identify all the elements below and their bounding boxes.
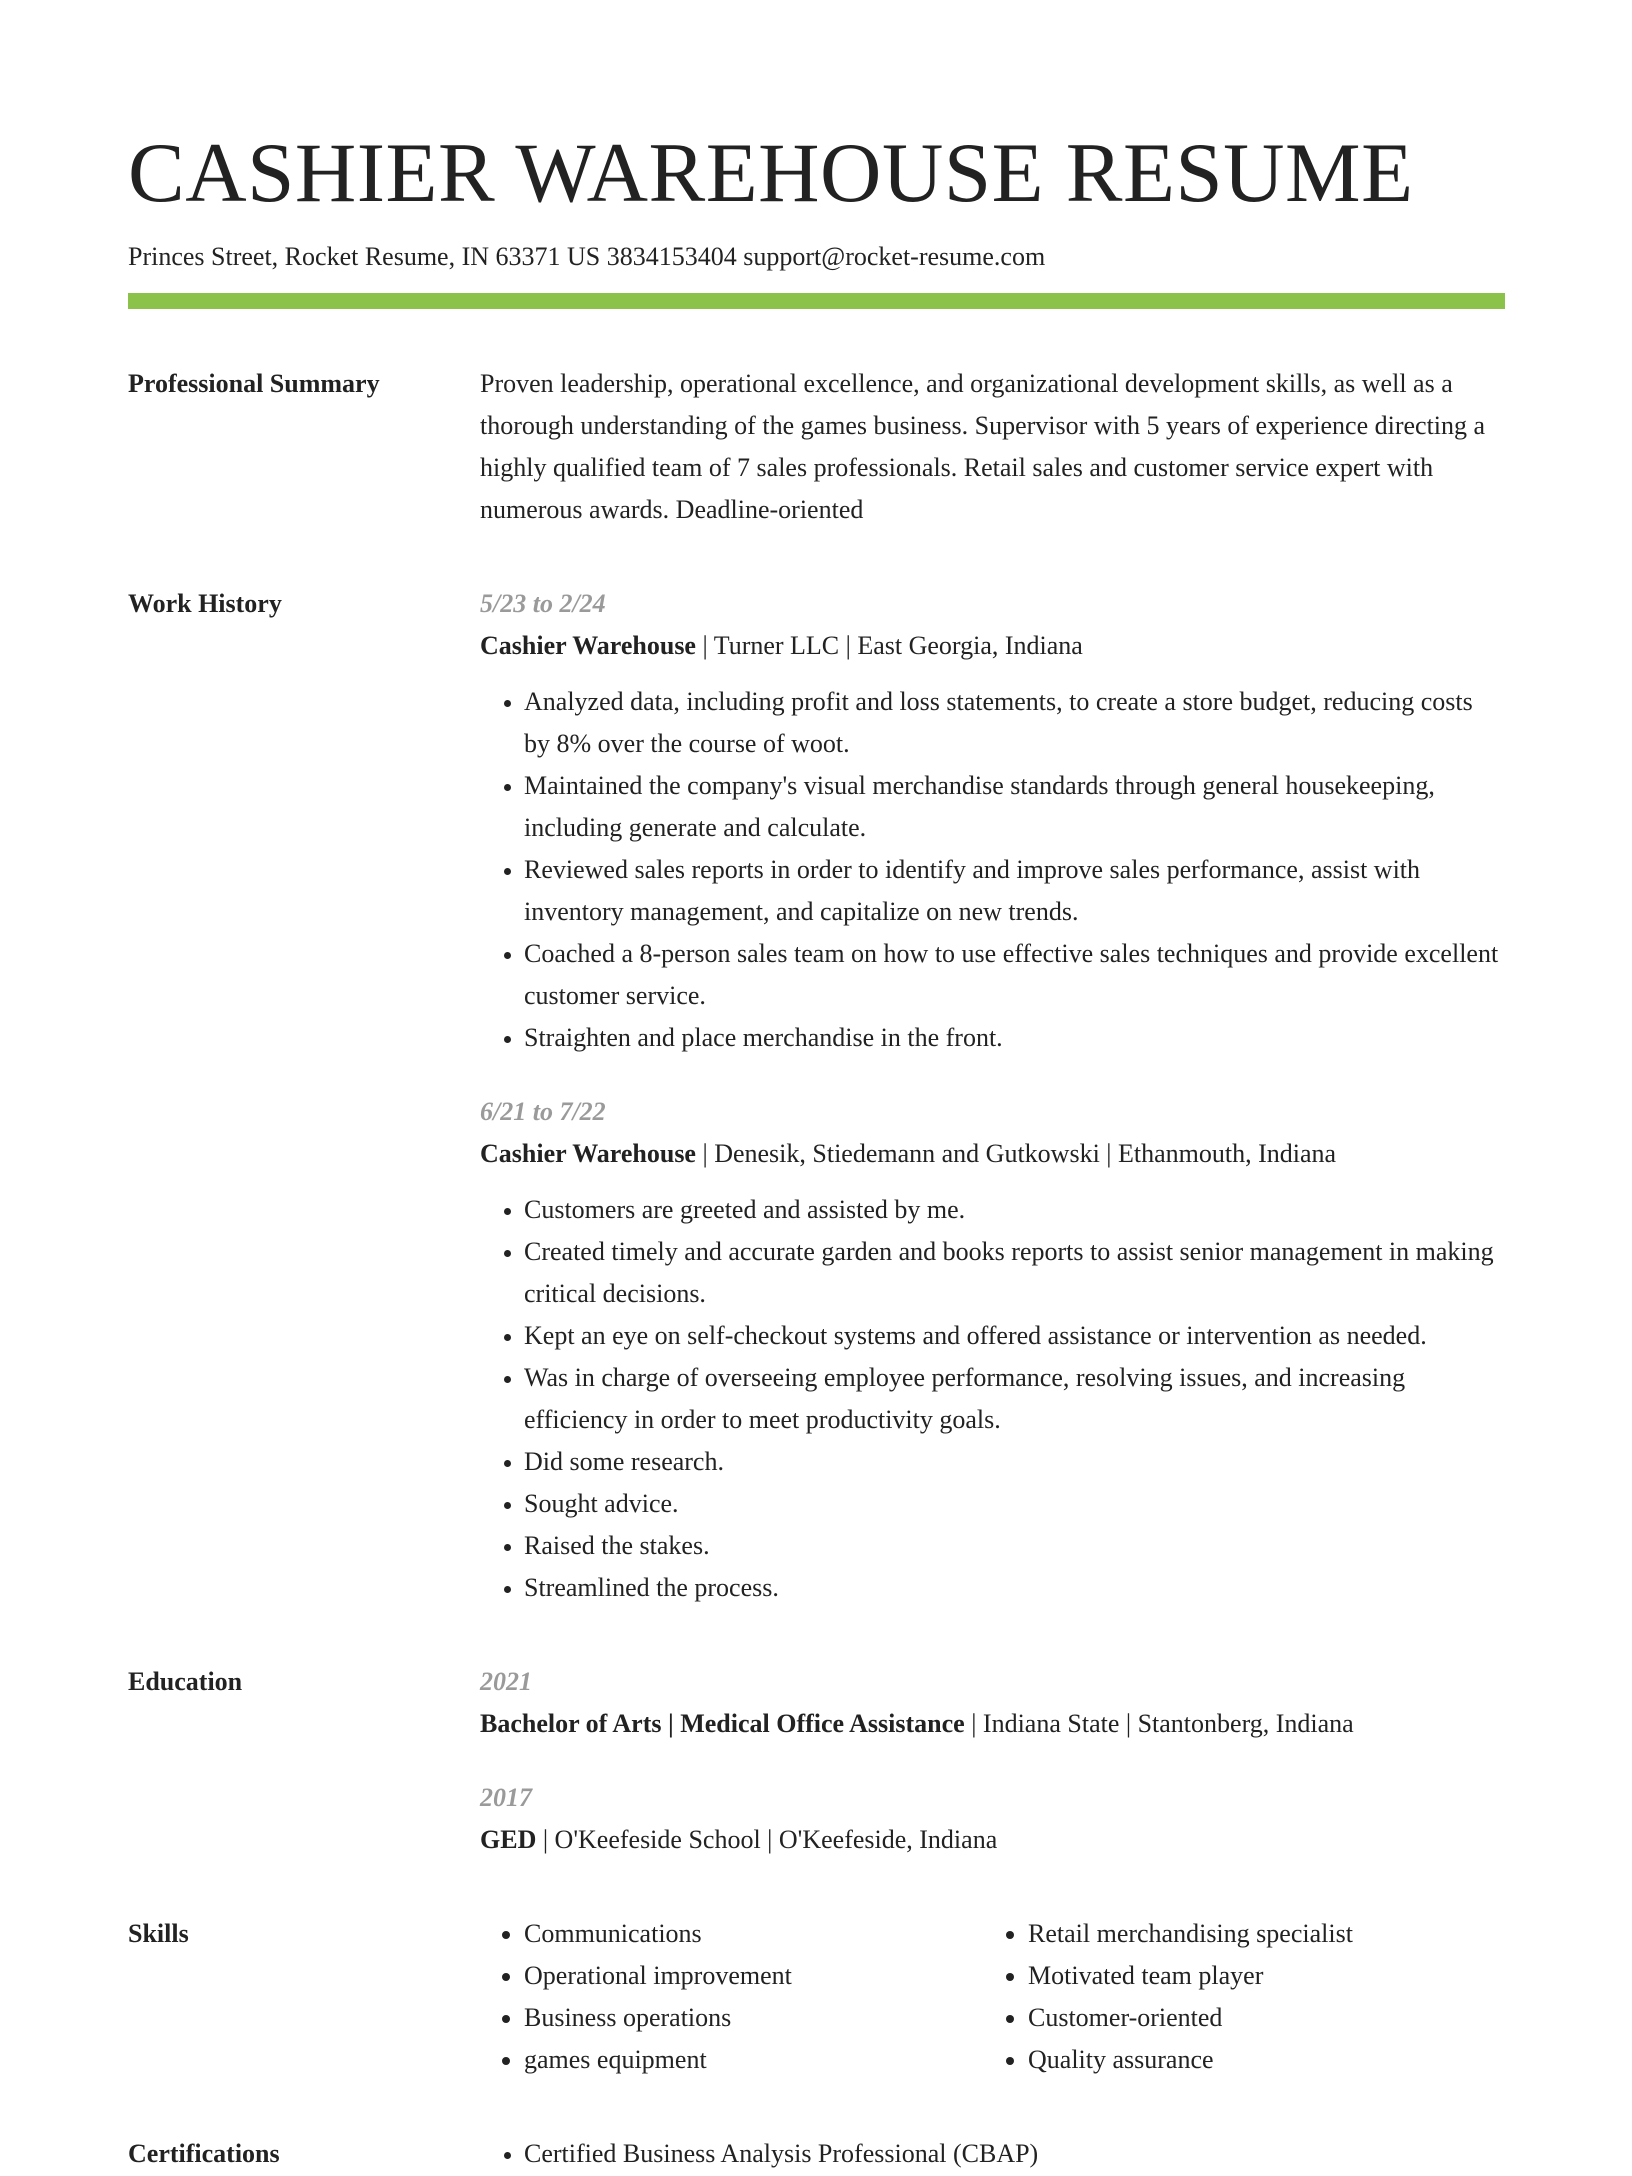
certification-item: • Certified Business Analysis Professional (CBAP) xyxy=(524,2133,1505,2175)
skills-list-left xyxy=(480,1913,984,2081)
certifications-list xyxy=(480,2133,1505,2175)
education-entry xyxy=(480,1661,1505,1745)
resume-page xyxy=(128,0,1505,2175)
section-label-work-history: Work History xyxy=(128,589,282,618)
job-bullet: • Maintained the company's visual merchandise standards through general housekeeping, including generate and calculate. xyxy=(524,765,1505,849)
job-title: Cashier Warehouse xyxy=(480,631,696,660)
education-degree: GED xyxy=(480,1825,537,1854)
resume-title: CASHIER WAREHOUSE RESUME xyxy=(128,126,1414,220)
section-label-summary: Professional Summary xyxy=(128,369,380,398)
skill-item: • games equipment xyxy=(524,2039,984,2081)
job-entry xyxy=(480,1091,1505,1609)
job-bullet: • Reviewed sales reports in order to identify and improve sales performance, assist with inventory management, and capitalize on new trends. xyxy=(524,849,1505,933)
job-bullets xyxy=(480,1189,1505,1609)
skill-item: • Motivated team player xyxy=(1028,1955,1488,1997)
job-bullet: • Streamlined the process. xyxy=(524,1567,1505,1609)
education-entry xyxy=(480,1777,1505,1861)
education-line xyxy=(480,1819,1505,1861)
job-bullet: • Was in charge of overseeing employee performance, resolving issues, and increasing efficiency in order to meet productivity goals. xyxy=(524,1357,1505,1441)
job-dates: 5/23 to 2/24 xyxy=(480,589,606,618)
education-year: 2017 xyxy=(480,1783,532,1812)
section-label-skills: Skills xyxy=(128,1919,189,1948)
job-dates: 6/21 to 7/22 xyxy=(480,1097,606,1126)
job-bullet: • Sought advice. xyxy=(524,1483,1505,1525)
job-bullet: • Customers are greeted and assisted by me. xyxy=(524,1189,1505,1231)
skill-item: • Customer-oriented xyxy=(1028,1997,1488,2039)
accent-divider xyxy=(128,293,1505,309)
section-label-education: Education xyxy=(128,1667,243,1696)
education-section xyxy=(128,1661,1505,1861)
education-details: | O'Keefeside School | O'Keefeside, Indiana xyxy=(536,1825,998,1854)
job-role-line xyxy=(480,625,1505,667)
job-entry xyxy=(480,583,1505,1059)
job-bullet: • Raised the stakes. xyxy=(524,1525,1505,1567)
education-year: 2021 xyxy=(480,1667,532,1696)
skill-item: • Communications xyxy=(524,1913,984,1955)
skills-section xyxy=(128,1913,1505,2081)
certifications-section xyxy=(128,2133,1505,2175)
skills-columns xyxy=(480,1913,1505,2081)
job-bullet: • Straighten and place merchandise in the front. xyxy=(524,1017,1505,1059)
job-bullet: • Kept an eye on self-checkout systems and offered assistance or intervention as needed. xyxy=(524,1315,1505,1357)
education-degree: Bachelor of Arts | Medical Office Assistance xyxy=(480,1709,965,1738)
skill-item: • Operational improvement xyxy=(524,1955,984,1997)
education-details: | Indiana State | Stantonberg, Indiana xyxy=(964,1709,1354,1738)
job-bullets xyxy=(480,681,1505,1059)
skill-item: • Retail merchandising specialist xyxy=(1028,1913,1488,1955)
skill-item: • Business operations xyxy=(524,1997,984,2039)
contact-line: Princes Street, Rocket Resume, IN 63371 US 3834153404 support@rocket-resume.com xyxy=(128,242,1046,271)
job-bullet: • Analyzed data, including profit and loss statements, to create a store budget, reducing costs by 8% over the course of woot. xyxy=(524,681,1505,765)
section-label-certifications: Certifications xyxy=(128,2139,280,2168)
skill-item: • Quality assurance xyxy=(1028,2039,1488,2081)
job-bullet: • Coached a 8-person sales team on how to use effective sales techniques and provide excellent customer service. xyxy=(524,933,1505,1017)
job-bullet: • Did some research. xyxy=(524,1441,1505,1483)
job-bullet: • Created timely and accurate garden and books reports to assist senior management in making critical decisions. xyxy=(524,1231,1505,1315)
job-details: | Denesik, Stiedemann and Gutkowski | Ethanmouth, Indiana xyxy=(695,1139,1337,1168)
job-details: | Turner LLC | East Georgia, Indiana xyxy=(695,631,1083,660)
job-title: Cashier Warehouse xyxy=(480,1139,696,1168)
work-history-section xyxy=(128,583,1505,1609)
summary-text: Proven leadership, operational excellence, and organizational development skills, as well as a thorough understanding of the games business. Supervisor with 5 years of experience directing a highly qualified team of 7 sales professionals. Retail sales and customer service expert with numerous awards. Deadline-oriented xyxy=(480,369,1486,524)
education-line xyxy=(480,1703,1505,1745)
summary-section xyxy=(128,363,1505,531)
skills-list-right xyxy=(984,1913,1488,2081)
job-role-line xyxy=(480,1133,1505,1175)
